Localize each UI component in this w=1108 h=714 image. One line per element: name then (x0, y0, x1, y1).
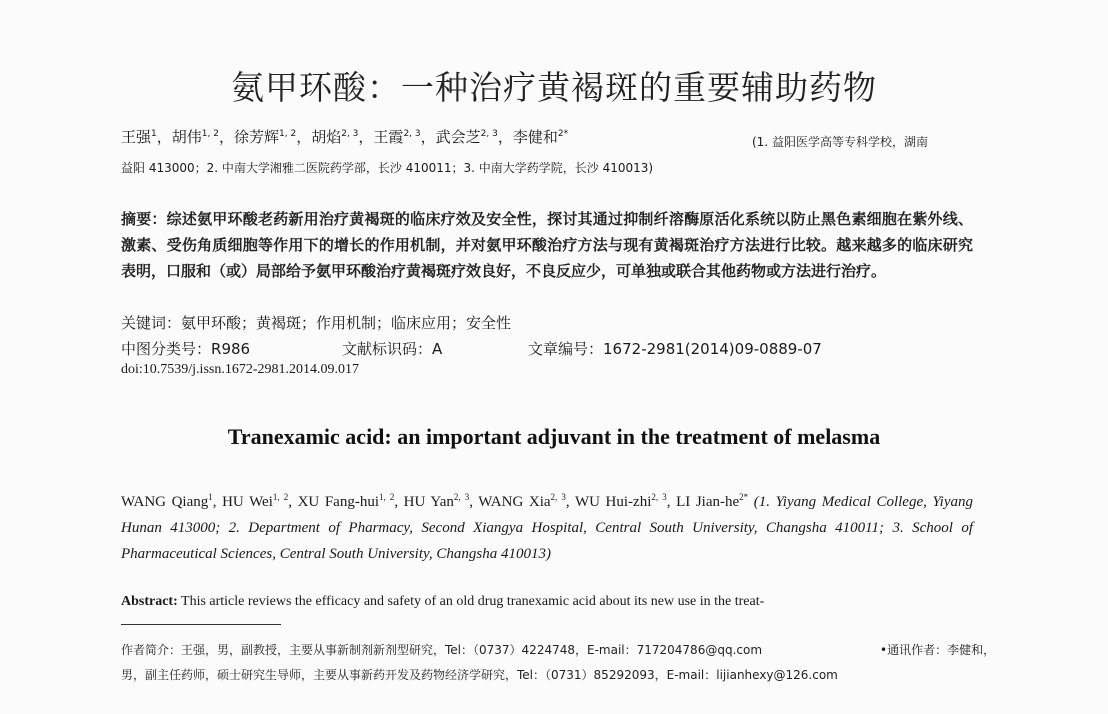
author-affiliation-marker: 2, 3 (480, 129, 498, 139)
document-code (342, 338, 442, 359)
chinese-keywords: 关键词：氨甲环酸；黄褐斑；作用机制；临床应用；安全性 (121, 314, 512, 332)
footnote-corresponding-author: •通讯作者：李健和， (880, 643, 996, 657)
author-name: 徐芳辉 (233, 128, 279, 146)
footnote-corresponding-info: 男，副主任药师，硕士研究生导师，主要从事新药开发及药物经济学研究，Tel：（0731）85292093，E-mail：lijianhexy@126.com (121, 668, 838, 682)
article-no-value: 1672-2981(2014)09-0889-07 (603, 340, 822, 358)
author-name: 王霞 (373, 128, 404, 146)
author-affiliation-marker: 1 (208, 492, 213, 502)
author-affiliation-marker: 2, 3 (651, 492, 667, 502)
footnote-author-info: 作者简介：王强，男，副教授，主要从事新制剂新剂型研究，Tel：（0737）4224748，E-mail：717204786@qq.com (121, 643, 763, 657)
author-name: 武会芝 (435, 128, 481, 146)
author-affiliation-marker: 1, 2 (201, 129, 219, 139)
author-name: XU Fang-hui (297, 494, 379, 510)
author-name: WANG Qiang (121, 494, 209, 510)
author-affiliation-marker: 2, 3 (453, 492, 470, 502)
footnote-divider (121, 624, 281, 625)
author-name: 李健和 (512, 128, 558, 146)
chinese-abstract: 摘要：综述氨甲环酸老药新用治疗黄褐斑的临床疗效及安全性，探讨其通过抑制纤溶酶原活化系统以防止黑色素细胞在紫外线、激素、受伤角质细胞等作用下的增长的作用机制，并对氨甲环酸治疗方法与现有黄褐斑治疗方法进行比较。越来越多的临床研究表明，口服和（或）局部给予氨甲环酸治疗黄褐斑疗效良好，不良反应少，可单独或联合其他药物或方法进行治疗。 (121, 210, 973, 280)
abstract-label: Abstract: (121, 594, 178, 609)
chinese-authors: 王强$^1$，胡伟$^{1, 2}$，徐芳辉$^{1, 2}$，胡焰$^{2, 3}$，王霞$^{2, 3}$，武会芝$^{2, 3}$，李健和$^{2*}$ (121, 128, 569, 146)
chinese-affiliation-line1: (1. 益阳医学高等专科学校，湖南 (752, 135, 928, 149)
author-affiliation-marker: 1, 2 (378, 492, 395, 502)
doc-code-value: A (432, 340, 443, 358)
author-affiliation-marker: 2, 3 (341, 129, 359, 139)
author-name: LI Jian-he (676, 494, 740, 510)
article-number (528, 338, 822, 359)
classification-line (121, 338, 250, 359)
chinese-title: 氨甲环酸：一种治疗黄褐斑的重要辅助药物 (231, 68, 877, 107)
author-name: 胡伟 (171, 128, 202, 146)
author-affiliation-marker: 1, 2 (272, 492, 289, 502)
author-affiliation-marker: 2, 3 (550, 492, 566, 502)
author-name: HU Yan (403, 494, 454, 510)
author-affiliation-marker: 1 (151, 129, 157, 139)
author-name: 胡焰 (311, 128, 342, 146)
author-name: 王强 (121, 128, 152, 146)
author-affiliation-marker: 1, 2 (279, 129, 297, 139)
doi-link[interactable]: doi:10.7539/j.issn.1672-2981.2014.09.017 (121, 362, 360, 377)
english-authors: WANG Qiang$^1$, HU Wei$^{1, 2}$, XU Fang-hui$^{1, 2}$, HU Yan$^{2, 3}$, WANG Xia$^{2, 3}$, WU Hui-zhi$^{2, 3}$, LI Jian-$he^{2*}$ (121, 492, 749, 510)
chinese-affiliation-line2: 益阳 413000；2. 中南大学湘雅二医院药学部，长沙 410011；3. 中南大学药学院，长沙 410013) (121, 161, 654, 175)
author-name: HU Wei (222, 494, 273, 510)
clc-value: R986 (211, 340, 251, 358)
doc-code-label: 文献标识码： (342, 340, 433, 358)
english-affiliation: (1. Yiyang Medical College, Yiyang Hunan 413000; 2. Department of Pharmacy, Second Xiangya Hospital, Central South University, Changsha 410011; 3. School of Pharmaceutical Sciences, Central South University, Changsha 410013) (121, 494, 974, 562)
author-affiliation-marker: 2, 3 (403, 129, 421, 139)
english-title: Tranexamic acid: an important adjuvant in the treatment of melasma (227, 424, 881, 449)
abstract-text: This article reviews the efficacy and safety of an old drug tranexamic acid about its new use in the treat- (181, 594, 765, 609)
author-affiliation-marker: 2* (557, 129, 569, 139)
english-authors-block (121, 484, 973, 567)
english-abstract (121, 594, 973, 610)
author-name: WANG Xia (478, 494, 551, 510)
clc-label: 中图分类号： (121, 340, 212, 358)
article-no-label: 文章编号： (528, 340, 604, 358)
author-name: WU Hui-zhi (574, 494, 652, 510)
author-affiliation-marker: 2* (739, 492, 749, 502)
